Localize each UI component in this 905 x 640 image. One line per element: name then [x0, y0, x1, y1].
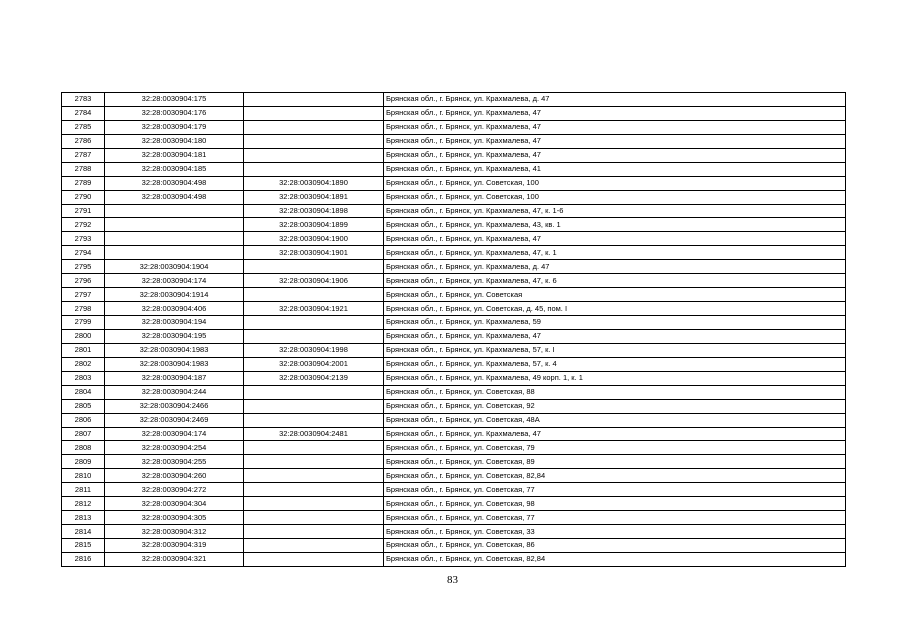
- cadastral-number-cell: 32:28:0030904:187: [105, 371, 244, 385]
- address-cell: Брянская обл., г. Брянск, ул. Крахмалева, 41: [384, 162, 846, 176]
- table-row: [62, 483, 846, 497]
- table-row: [62, 497, 846, 511]
- address-cell: Брянская обл., г. Брянск, ул. Советская, 100: [384, 190, 846, 204]
- address-cell: Брянская обл., г. Брянск, ул. Крахмалева, 47, к. 1-6: [384, 204, 846, 218]
- cadastral-number-cell: 32:28:0030904:304: [105, 497, 244, 511]
- address-cell: Брянская обл., г. Брянск, ул. Крахмалева, 47, к. 1: [384, 246, 846, 260]
- linked-cadastral-number-cell: [244, 148, 384, 162]
- row-number-cell: 2809: [62, 455, 105, 469]
- cadastral-number-cell: 32:28:0030904:1904: [105, 260, 244, 274]
- linked-cadastral-number-cell: 32:28:0030904:1891: [244, 190, 384, 204]
- cadastral-number-cell: 32:28:0030904:255: [105, 455, 244, 469]
- address-cell: Брянская обл., г. Брянск, ул. Крахмалева, 47: [384, 329, 846, 343]
- address-cell: Брянская обл., г. Брянск, ул. Советская, 82,84: [384, 552, 846, 566]
- row-number-cell: 2788: [62, 162, 105, 176]
- address-cell: Брянская обл., г. Брянск, ул. Крахмалева, 47, к. 6: [384, 274, 846, 288]
- linked-cadastral-number-cell: [244, 120, 384, 134]
- table-row: [62, 539, 846, 553]
- address-cell: Брянская обл., г. Брянск, ул. Крахмалева, 47: [384, 134, 846, 148]
- address-cell: Брянская обл., г. Брянск, ул. Крахмалева, 49 корп. 1, к. 1: [384, 371, 846, 385]
- address-cell: Брянская обл., г. Брянск, ул. Крахмалева, д. 47: [384, 260, 846, 274]
- cadastral-number-cell: [105, 204, 244, 218]
- linked-cadastral-number-cell: 32:28:0030904:1899: [244, 218, 384, 232]
- row-number-cell: 2785: [62, 120, 105, 134]
- table-row: [62, 176, 846, 190]
- cadastral-number-cell: 32:28:0030904:185: [105, 162, 244, 176]
- table-row: [62, 316, 846, 330]
- linked-cadastral-number-cell: [244, 539, 384, 553]
- cadastral-number-cell: 32:28:0030904:498: [105, 176, 244, 190]
- linked-cadastral-number-cell: [244, 162, 384, 176]
- table-row: [62, 525, 846, 539]
- linked-cadastral-number-cell: 32:28:0030904:2139: [244, 371, 384, 385]
- table-row: [62, 385, 846, 399]
- table-row: [62, 371, 846, 385]
- linked-cadastral-number-cell: [244, 455, 384, 469]
- row-number-cell: 2812: [62, 497, 105, 511]
- row-number-cell: 2810: [62, 469, 105, 483]
- row-number-cell: 2799: [62, 316, 105, 330]
- table-row: [62, 134, 846, 148]
- cadastral-number-cell: 32:28:0030904:260: [105, 469, 244, 483]
- table-row: [62, 218, 846, 232]
- page-number: 83: [447, 574, 458, 586]
- row-number-cell: 2786: [62, 134, 105, 148]
- address-cell: Брянская обл., г. Брянск, ул. Советская: [384, 288, 846, 302]
- cadastral-number-cell: 32:28:0030904:244: [105, 385, 244, 399]
- address-cell: Брянская обл., г. Брянск, ул. Советская, 77: [384, 511, 846, 525]
- row-number-cell: 2806: [62, 413, 105, 427]
- address-cell: Брянская обл., г. Брянск, ул. Крахмалева, 57, к. I: [384, 343, 846, 357]
- linked-cadastral-number-cell: 32:28:0030904:1890: [244, 176, 384, 190]
- linked-cadastral-number-cell: [244, 134, 384, 148]
- address-cell: Брянская обл., г. Брянск, ул. Крахмалева, 57, к. 4: [384, 357, 846, 371]
- row-number-cell: 2814: [62, 525, 105, 539]
- cadastral-number-cell: 32:28:0030904:194: [105, 316, 244, 330]
- row-number-cell: 2816: [62, 552, 105, 566]
- linked-cadastral-number-cell: [244, 329, 384, 343]
- linked-cadastral-number-cell: 32:28:0030904:1898: [244, 204, 384, 218]
- address-cell: Брянская обл., г. Брянск, ул. Советская, 86: [384, 539, 846, 553]
- row-number-cell: 2795: [62, 260, 105, 274]
- address-cell: Брянская обл., г. Брянск, ул. Крахмалева, 47: [384, 232, 846, 246]
- linked-cadastral-number-cell: 32:28:0030904:2001: [244, 357, 384, 371]
- row-number-cell: 2790: [62, 190, 105, 204]
- linked-cadastral-number-cell: [244, 385, 384, 399]
- table-row: [62, 427, 846, 441]
- table-row: [62, 511, 846, 525]
- row-number-cell: 2789: [62, 176, 105, 190]
- cadastral-number-cell: 32:28:0030904:312: [105, 525, 244, 539]
- row-number-cell: 2802: [62, 357, 105, 371]
- linked-cadastral-number-cell: [244, 525, 384, 539]
- address-cell: Брянская обл., г. Брянск, ул. Советская, 82,84: [384, 469, 846, 483]
- address-cell: Брянская обл., г. Брянск, ул. Крахмалева, д. 47: [384, 93, 846, 107]
- linked-cadastral-number-cell: [244, 497, 384, 511]
- address-cell: Брянская обл., г. Брянск, ул. Крахмалева, 47: [384, 120, 846, 134]
- table-row: [62, 120, 846, 134]
- table-row: [62, 232, 846, 246]
- table-row: [62, 260, 846, 274]
- address-cell: Брянская обл., г. Брянск, ул. Советская, 88: [384, 385, 846, 399]
- cadastral-number-cell: [105, 232, 244, 246]
- table-row: [62, 357, 846, 371]
- table-row: [62, 288, 846, 302]
- row-number-cell: 2787: [62, 148, 105, 162]
- address-cell: Брянская обл., г. Брянск, ул. Крахмалева, 47: [384, 106, 846, 120]
- linked-cadastral-number-cell: [244, 93, 384, 107]
- cadastral-number-cell: [105, 246, 244, 260]
- row-number-cell: 2803: [62, 371, 105, 385]
- table-row: [62, 441, 846, 455]
- cadastral-number-cell: 32:28:0030904:305: [105, 511, 244, 525]
- row-number-cell: 2794: [62, 246, 105, 260]
- address-cell: Брянская обл., г. Брянск, ул. Крахмалева, 59: [384, 316, 846, 330]
- row-number-cell: 2811: [62, 483, 105, 497]
- linked-cadastral-number-cell: 32:28:0030904:1921: [244, 302, 384, 316]
- cadastral-number-cell: 32:28:0030904:319: [105, 539, 244, 553]
- table-row: [62, 190, 846, 204]
- row-number-cell: 2815: [62, 539, 105, 553]
- table-row: [62, 106, 846, 120]
- linked-cadastral-number-cell: [244, 469, 384, 483]
- table-row: [62, 399, 846, 413]
- cadastral-number-cell: 32:28:0030904:2466: [105, 399, 244, 413]
- row-number-cell: 2793: [62, 232, 105, 246]
- address-cell: Брянская обл., г. Брянск, ул. Советская, 100: [384, 176, 846, 190]
- cadastral-number-cell: [105, 218, 244, 232]
- registry-table: [61, 92, 846, 567]
- row-number-cell: 2813: [62, 511, 105, 525]
- cadastral-number-cell: 32:28:0030904:175: [105, 93, 244, 107]
- linked-cadastral-number-cell: 32:28:0030904:2481: [244, 427, 384, 441]
- table-row: [62, 204, 846, 218]
- table-row: [62, 93, 846, 107]
- row-number-cell: 2804: [62, 385, 105, 399]
- cadastral-number-cell: 32:28:0030904:406: [105, 302, 244, 316]
- cadastral-number-cell: 32:28:0030904:176: [105, 106, 244, 120]
- cadastral-number-cell: 32:28:0030904:254: [105, 441, 244, 455]
- cadastral-number-cell: 32:28:0030904:179: [105, 120, 244, 134]
- table-row: [62, 343, 846, 357]
- cadastral-number-cell: 32:28:0030904:174: [105, 427, 244, 441]
- address-cell: Брянская обл., г. Брянск, ул. Советская, 89: [384, 455, 846, 469]
- table-row: [62, 148, 846, 162]
- table-row: [62, 162, 846, 176]
- row-number-cell: 2783: [62, 93, 105, 107]
- linked-cadastral-number-cell: [244, 399, 384, 413]
- row-number-cell: 2798: [62, 302, 105, 316]
- address-cell: Брянская обл., г. Брянск, ул. Крахмалева, 47: [384, 427, 846, 441]
- row-number-cell: 2797: [62, 288, 105, 302]
- address-cell: Брянская обл., г. Брянск, ул. Советская, 77: [384, 483, 846, 497]
- address-cell: Брянская обл., г. Брянск, ул. Советская, д. 45, пом. I: [384, 302, 846, 316]
- cadastral-number-cell: 32:28:0030904:1983: [105, 357, 244, 371]
- cadastral-number-cell: 32:28:0030904:1983: [105, 343, 244, 357]
- linked-cadastral-number-cell: [244, 441, 384, 455]
- cadastral-number-cell: 32:28:0030904:174: [105, 274, 244, 288]
- cadastral-number-cell: 32:28:0030904:2469: [105, 413, 244, 427]
- linked-cadastral-number-cell: 32:28:0030904:1998: [244, 343, 384, 357]
- linked-cadastral-number-cell: [244, 260, 384, 274]
- linked-cadastral-number-cell: 32:28:0030904:1906: [244, 274, 384, 288]
- row-number-cell: 2800: [62, 329, 105, 343]
- cadastral-number-cell: 32:28:0030904:181: [105, 148, 244, 162]
- linked-cadastral-number-cell: [244, 552, 384, 566]
- linked-cadastral-number-cell: [244, 511, 384, 525]
- linked-cadastral-number-cell: [244, 288, 384, 302]
- cadastral-number-cell: 32:28:0030904:321: [105, 552, 244, 566]
- table-row: [62, 329, 846, 343]
- row-number-cell: 2801: [62, 343, 105, 357]
- cadastral-number-cell: 32:28:0030904:272: [105, 483, 244, 497]
- linked-cadastral-number-cell: [244, 106, 384, 120]
- cadastral-number-cell: 32:28:0030904:498: [105, 190, 244, 204]
- row-number-cell: 2805: [62, 399, 105, 413]
- row-number-cell: 2796: [62, 274, 105, 288]
- row-number-cell: 2807: [62, 427, 105, 441]
- linked-cadastral-number-cell: 32:28:0030904:1900: [244, 232, 384, 246]
- address-cell: Брянская обл., г. Брянск, ул. Крахмалева, 47: [384, 148, 846, 162]
- address-cell: Брянская обл., г. Брянск, ул. Советская, 92: [384, 399, 846, 413]
- table-row: [62, 455, 846, 469]
- address-cell: Брянская обл., г. Брянск, ул. Советская, 33: [384, 525, 846, 539]
- row-number-cell: 2784: [62, 106, 105, 120]
- table-row: [62, 413, 846, 427]
- cadastral-number-cell: 32:28:0030904:1914: [105, 288, 244, 302]
- table-row: [62, 274, 846, 288]
- row-number-cell: 2791: [62, 204, 105, 218]
- row-number-cell: 2792: [62, 218, 105, 232]
- address-cell: Брянская обл., г. Брянск, ул. Советская, 48А: [384, 413, 846, 427]
- address-cell: Брянская обл., г. Брянск, ул. Советская, 79: [384, 441, 846, 455]
- row-number-cell: 2808: [62, 441, 105, 455]
- table-row: [62, 469, 846, 483]
- table-row: [62, 302, 846, 316]
- linked-cadastral-number-cell: [244, 316, 384, 330]
- address-cell: Брянская обл., г. Брянск, ул. Советская, 98: [384, 497, 846, 511]
- address-cell: Брянская обл., г. Брянск, ул. Крахмалева, 43, кв. 1: [384, 218, 846, 232]
- linked-cadastral-number-cell: 32:28:0030904:1901: [244, 246, 384, 260]
- cadastral-number-cell: 32:28:0030904:180: [105, 134, 244, 148]
- table-row: [62, 552, 846, 566]
- linked-cadastral-number-cell: [244, 413, 384, 427]
- cadastral-number-cell: 32:28:0030904:195: [105, 329, 244, 343]
- table-row: [62, 246, 846, 260]
- registry-table-body: [62, 93, 846, 567]
- linked-cadastral-number-cell: [244, 483, 384, 497]
